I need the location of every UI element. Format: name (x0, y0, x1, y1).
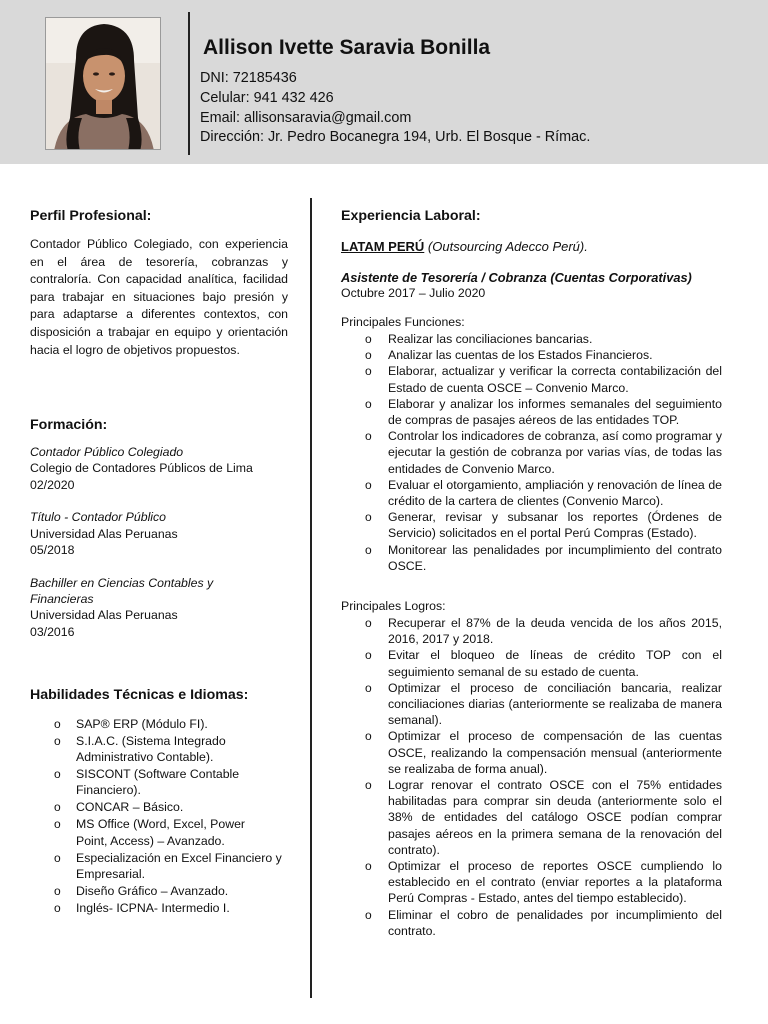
list-item: o SISCONT (Software Contable Financiero). (54, 767, 240, 798)
education-title: Formación: (30, 417, 108, 433)
bullet-icon: o (54, 850, 61, 865)
bullet-icon: o (365, 429, 372, 444)
education-date: 03/2016 (30, 625, 75, 639)
education-institution: Colegio de Contadores Públicos de Lima (30, 461, 253, 475)
list-item: o Optimizar el proceso de conciliación bancaria, realizar conciliaciones diarias (anteriormente se realizaba de manera semanal). (365, 680, 722, 728)
list-item: o Optimizar el proceso de compensación de las cuentas OSCE, realizando la compensación mensual (anteriormente se realizaba de forma anual). (365, 729, 722, 776)
list-item: o Elaborar, actualizar y verificar la correcta contabilización del Estado de cuenta OSCE – Convenio Marco. (365, 364, 722, 395)
list-item: o Optimizar el proceso de reportes OSCE cumpliendo lo establecido en el contrato (enviar reportes a la plataforma Perú Compras - Estado, antes del tiempo establecido). (365, 859, 722, 906)
list-item: o Especialización en Excel Financiero y Empresarial. (54, 850, 282, 881)
list-item: o Evaluar el otorgamiento, ampliación y renovación de línea de crédito de la cartera de clientes (Convenio Marco). (365, 477, 722, 509)
list-item: o SAP® ERP (Módulo FI). (54, 717, 208, 731)
bullet-icon: o (54, 817, 61, 832)
profile-title: Perfil Profesional: (30, 208, 152, 224)
bullet-icon: o (365, 542, 372, 557)
education-date: 05/2018 (30, 543, 75, 557)
bullet-icon: o (365, 477, 372, 492)
column-divider (310, 198, 312, 998)
bullet-icon: o (365, 364, 372, 379)
bullet-icon: o (54, 900, 61, 915)
list-item: o Lograr renovar el contrato OSCE con el 75% entidades habilitadas para comprar sin deuda (anteriormente solo el 38% de entidades del catálogo OSCE podían comprar pasajes aéreos en la primera semana de la renovación del contrato). (365, 778, 722, 857)
job-period: Octubre 2017 – Julio 2020 (341, 286, 486, 300)
list-item: o CONCAR – Básico. (54, 800, 184, 815)
bullet-icon: o (365, 907, 372, 922)
job-role: Asistente de Tesorería / Cobranza (Cuentas Corporativas) (341, 270, 692, 285)
dni-line: DNI: 72185436 (200, 70, 297, 86)
achievements-title: Principales Logros: (341, 599, 446, 613)
experience-title: Experiencia Laboral: (341, 208, 481, 224)
list-item: o Generar, revisar y subsanar los reportes (Órdenes de Servicio) solicitados en el portal Perú Compras (Estado). (365, 510, 722, 541)
list-item: o S.I.A.C. (Sistema Integrado Administrativo Contable). (54, 734, 226, 765)
education-degree: Contador Público Colegiado (30, 445, 184, 459)
list-item: o MS Office (Word, Excel, Power Point, Access) – Avanzado. (54, 817, 246, 848)
header-divider (188, 12, 190, 155)
list-item: o Analizar las cuentas de los Estados Financieros. (365, 348, 653, 363)
address-line: Dirección: Jr. Pedro Bocanegra 194, Urb. El Bosque - Rímac. (200, 129, 591, 145)
bullet-icon: o (365, 348, 372, 363)
bullet-icon: o (54, 800, 61, 815)
bullet-icon: o (365, 778, 372, 793)
list-item: o Elaborar y analizar los informes semanales del seguimiento de compras de pasajes aéreos de las entidades TOP. (365, 396, 722, 428)
bullet-icon: o (54, 717, 61, 731)
bullet-icon: o (365, 616, 372, 630)
list-item: o Monitorear las penalidades por incumplimiento del contrato OSCE. (365, 542, 722, 573)
bullet-icon: o (365, 648, 372, 663)
company-line (341, 239, 588, 254)
list-item: o Diseño Gráfico – Avanzado. (54, 883, 229, 898)
candidate-name: Allison Ivette Saravia Bonilla (203, 36, 491, 59)
bullet-icon: o (365, 510, 372, 525)
bullet-icon: o (54, 883, 61, 898)
bullet-icon: o (365, 332, 372, 346)
list-item: o Inglés- ICPNA- Intermedio I. (54, 900, 230, 915)
company-note: (Outsourcing Adecco Perú). (427, 239, 588, 254)
company-name: LATAM PERÚ (341, 239, 425, 254)
header-band (0, 0, 768, 164)
bullet-icon: o (54, 767, 61, 782)
education-degree: Título - Contador Público (30, 510, 167, 524)
skills-title: Habilidades Técnicas e Idiomas: (30, 687, 249, 703)
bullet-icon: o (365, 396, 372, 411)
bullet-icon: o (54, 734, 61, 748)
email-line: Email: allisonsaravia@gmail.com (200, 110, 412, 126)
skills-list (54, 716, 294, 917)
profile-text: Contador Público Colegiado, con experiencia en el área de tesorería, cobranzas y contraloría. Con capacidad analítica, facilidad para trabajar en situaciones bajo presión y para adaptarse a diferentes contextos, con disposición a trabajar en equipo y orientación hacia el logro de objetivos propuestos. (30, 237, 288, 357)
list-item: o Recuperar el 87% de la deuda vencida de los años 2015, 2016, 2017 y 2018. (365, 616, 722, 647)
functions-title: Principales Funciones: (341, 315, 465, 329)
list-item: o Evitar el bloqueo de líneas de crédito TOP con el seguimiento semanal de su estado de cuenta. (365, 648, 722, 679)
list-item: o Controlar los indicadores de cobranza, así como programar y ejecutar la gestión de cobranza por varias vías, de todas las entidades de Convenio Marco. (365, 429, 722, 476)
list-item: o Eliminar el cobro de penalidades por incumplimiento del contrato. (365, 907, 722, 938)
list-item: o Realizar las conciliaciones bancarias. (365, 332, 593, 346)
bullet-icon: o (365, 859, 372, 874)
education-institution: Universidad Alas Peruanas (30, 527, 178, 541)
achievements-list (341, 615, 722, 939)
education-institution: Universidad Alas Peruanas (30, 608, 178, 622)
education-degree: Bachiller en Ciencias Contables y Financieras (30, 576, 214, 607)
bullet-icon: o (365, 729, 372, 744)
profile-photo (45, 17, 161, 150)
functions-list (341, 331, 722, 574)
education-date: 02/2020 (30, 478, 75, 492)
phone-line: Celular: 941 432 426 (200, 90, 334, 106)
bullet-icon: o (365, 680, 372, 695)
